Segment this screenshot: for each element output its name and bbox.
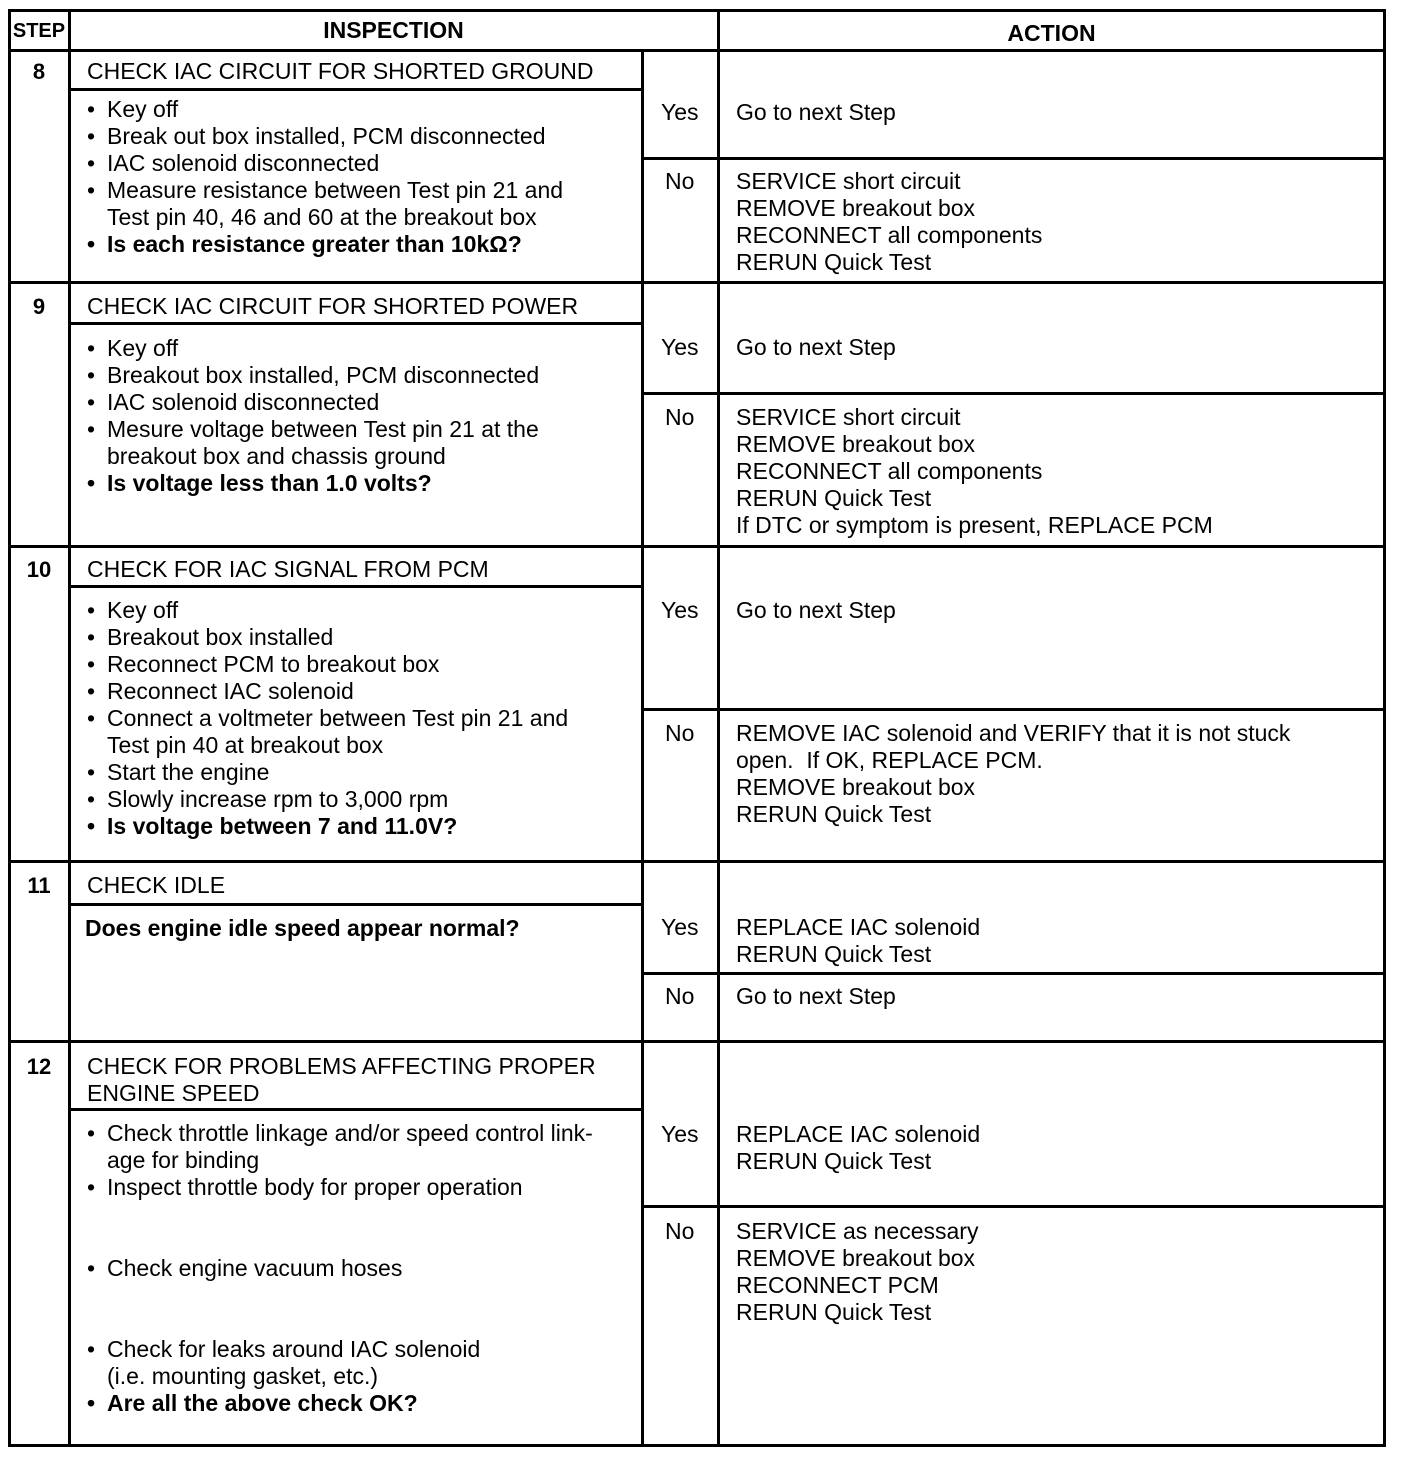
inspection-item: • Key off	[87, 597, 568, 624]
action-line: SERVICE short circuit	[736, 404, 961, 430]
inspection-list	[87, 335, 539, 497]
action-line: Go to next Step	[736, 983, 896, 1009]
inspection-item: • Key off	[87, 335, 539, 362]
no-actions	[736, 720, 1290, 828]
inspection-item: • Slowly increase rpm to 3,000 rpm	[87, 786, 568, 813]
yes-label: Yes	[661, 597, 699, 623]
action-line: RERUN Quick Test	[736, 485, 932, 511]
action-line: Go to next Step	[736, 99, 896, 125]
inspection-question: • Is each resistance greater than 10kΩ?	[87, 231, 563, 258]
yes-label: Yes	[661, 914, 699, 940]
inspection-item: • Measure resistance between Test pin 21 and Test pin 40, 46 and 60 at the breakout box	[87, 177, 563, 231]
yes-actions	[736, 99, 896, 126]
inspection-question: • Is voltage between 7 and 11.0V?	[87, 813, 568, 840]
inspection-item: • Key off	[87, 96, 563, 123]
step-title: CHECK IAC CIRCUIT FOR SHORTED POWER	[87, 293, 579, 319]
action-line: REMOVE IAC solenoid and VERIFY that it is not stuck	[736, 720, 1291, 746]
action-line: REMOVE breakout box	[736, 774, 976, 800]
action-line: RERUN Quick Test	[736, 1299, 932, 1325]
step-number: 11	[27, 873, 51, 898]
step-number: 12	[26, 1054, 52, 1079]
inspection-item: • Check engine vacuum hoses	[87, 1255, 593, 1282]
inspection-item: • Reconnect IAC solenoid	[87, 678, 568, 705]
step-number: 8	[32, 59, 46, 84]
inspection-item: • Inspect throttle body for proper operation	[87, 1174, 593, 1201]
no-label: No	[665, 720, 695, 746]
inspection-item: • Check for leaks around IAC solenoid (i.e. mounting gasket, etc.)	[87, 1336, 593, 1390]
inspection-item: • IAC solenoid disconnected	[87, 150, 563, 177]
action-line: RECONNECT all components	[736, 458, 1043, 484]
yes-label: Yes	[661, 1121, 699, 1147]
yes-actions	[736, 1121, 980, 1175]
inspection-item: • Breakout box installed	[87, 624, 568, 651]
action-line: REMOVE breakout box	[736, 195, 976, 221]
yes-actions	[736, 914, 980, 968]
action-line: SERVICE as necessary	[736, 1218, 979, 1244]
inspection-item: • Reconnect PCM to breakout box	[87, 651, 568, 678]
action-line: RERUN Quick Test	[736, 941, 932, 967]
inspection-item: • IAC solenoid disconnected	[87, 389, 539, 416]
step-title: CHECK FOR IAC SIGNAL FROM PCM	[87, 556, 489, 582]
action-line: open. If OK, REPLACE PCM.	[736, 747, 1043, 773]
no-label: No	[665, 404, 695, 430]
action-line: RECONNECT PCM	[736, 1272, 939, 1298]
inspection-item: • Start the engine	[87, 759, 568, 786]
step-title: CHECK IAC CIRCUIT FOR SHORTED GROUND	[87, 58, 594, 84]
action-line: REPLACE IAC solenoid	[736, 1121, 981, 1147]
inspection-list	[87, 597, 568, 840]
inspection-question: Does engine idle speed appear normal?	[85, 915, 520, 941]
no-actions	[736, 168, 1042, 276]
yes-label: Yes	[661, 334, 699, 360]
inspection-item: • Check throttle linkage and/or speed control link- age for binding	[87, 1120, 593, 1174]
inspection-question: • Are all the above check OK?	[87, 1390, 593, 1417]
inspection-list	[87, 96, 563, 258]
inspection-item: • Connect a voltmeter between Test pin 21 and Test pin 40 at breakout box	[87, 705, 568, 759]
no-actions	[736, 983, 896, 1010]
action-line: REMOVE breakout box	[736, 431, 976, 457]
no-actions	[736, 404, 1213, 539]
inspection-item: • Breakout box installed, PCM disconnected	[87, 362, 539, 389]
inspection-item: • Break out box installed, PCM disconnected	[87, 123, 563, 150]
yes-actions	[736, 334, 896, 361]
inspection-item: • Mesure voltage between Test pin 21 at the breakout box and chassis ground	[87, 416, 539, 470]
yes-actions	[736, 597, 896, 624]
header-action: ACTION	[1007, 20, 1096, 46]
action-line: RERUN Quick Test	[736, 801, 932, 827]
yes-label: Yes	[661, 99, 699, 125]
header-step: STEP	[12, 20, 66, 42]
action-line: RECONNECT all components	[736, 222, 1043, 248]
no-label: No	[665, 1218, 695, 1244]
action-line: If DTC or symptom is present, REPLACE PCM	[736, 512, 1213, 538]
action-line: Go to next Step	[736, 334, 896, 360]
step-title: CHECK FOR PROBLEMS AFFECTING PROPER ENGINE SPEED	[87, 1053, 596, 1106]
no-actions	[736, 1218, 978, 1326]
no-label: No	[665, 983, 695, 1009]
step-number: 10	[26, 557, 52, 582]
action-line: Go to next Step	[736, 597, 896, 623]
action-line: SERVICE short circuit	[736, 168, 961, 194]
header-inspection: INSPECTION	[323, 17, 464, 43]
step-number: 9	[32, 294, 46, 319]
action-line: RERUN Quick Test	[736, 249, 932, 275]
inspection-question: • Is voltage less than 1.0 volts?	[87, 470, 539, 497]
action-line: REPLACE IAC solenoid	[736, 914, 981, 940]
inspection-list	[87, 1120, 593, 1417]
step-title: CHECK IDLE	[87, 872, 226, 898]
no-label: No	[665, 168, 695, 194]
action-line: RERUN Quick Test	[736, 1148, 932, 1174]
action-line: REMOVE breakout box	[736, 1245, 976, 1271]
